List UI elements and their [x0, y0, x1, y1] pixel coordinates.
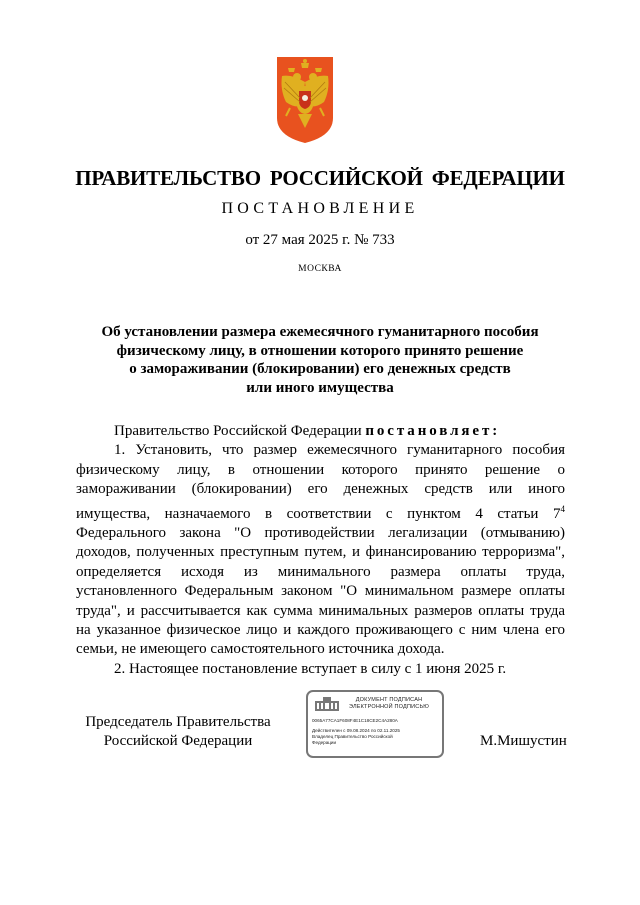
document-body [76, 422, 565, 679]
paragraph-1 [76, 441, 565, 659]
electronic-signature-stamp [306, 690, 444, 758]
paragraph-2: 2. Настоящее постановление вступает в силу с 1 июня 2025 г. [114, 660, 507, 677]
stamp-heading [338, 697, 440, 711]
subject-line: Об установлении размера ежемесячного гуманитарного пособия [101, 324, 539, 340]
city: МОСКВА [298, 264, 342, 274]
position-line: Российской Федерации [103, 733, 253, 749]
certificate-number: 0065A77CA1F608F4E1C18CE2C4A280A [312, 718, 398, 723]
government-building-icon [314, 696, 340, 712]
position-line: Председатель Правительства [85, 714, 271, 730]
stamp-heading-line: ЭЛЕКТРОННОЙ ПОДПИСЬЮ [348, 704, 430, 710]
document-subject [60, 323, 580, 397]
document-date-number: от 27 мая 2025 г. № 733 [245, 232, 395, 248]
subject-line: о замораживании (блокировании) его денежных средств [129, 361, 511, 377]
intro-text: Правительство Российской Федерации [114, 423, 366, 439]
certificate-owner: Федерации [312, 740, 337, 745]
paragraph-1-part-b: Федерального закона "О противодействии легализации (отмыванию) доходов, полученных преступным путем, и финансированию терроризма", определяется исходя из минимального размера оплаты труда, установленного Федеральным законом "О минимальном размере оплаты труда", и рассчитывается как сумма минимальных размеров оплаты труда на указанное физическое лицо и каждого проживающего с ним члена его семьи, не имеющего самостоятельного источника дохода. [76, 525, 565, 658]
coat-of-arms-emblem [276, 56, 334, 144]
paragraph-1-part-a: 1. Установить, что размер ежемесячного гуманитарного пособия физическому лицу, в отношении которого принято решение о замораживании (блокировании) его денежных средств или иного имущества, назначаемого в соответствии с пунктом 4 статьи 7 [76, 442, 565, 522]
signatory-name: М.Мишустин [480, 733, 567, 749]
certificate-owner: Владелец Правительство Российской [312, 734, 393, 739]
signatory-position [78, 713, 278, 751]
intro-paragraph [76, 422, 565, 441]
subject-line: или иного имущества [246, 379, 394, 396]
certificate-validity: Действителен с 09.08.2024 по 02.11.2025 [312, 728, 400, 733]
government-title: ПРАВИТЕЛЬСТВО РОССИЙСКОЙ ФЕДЕРАЦИИ [75, 166, 565, 190]
article-superscript: 4 [560, 503, 565, 514]
decree-keyword: постановляет: [365, 423, 501, 439]
stamp-heading-line: ДОКУМЕНТ ПОДПИСАН [355, 697, 423, 703]
subject-line: физическому лицу, в отношении которого принято решение [116, 342, 524, 359]
document-type: ПОСТАНОВЛЕНИЕ [221, 200, 419, 217]
